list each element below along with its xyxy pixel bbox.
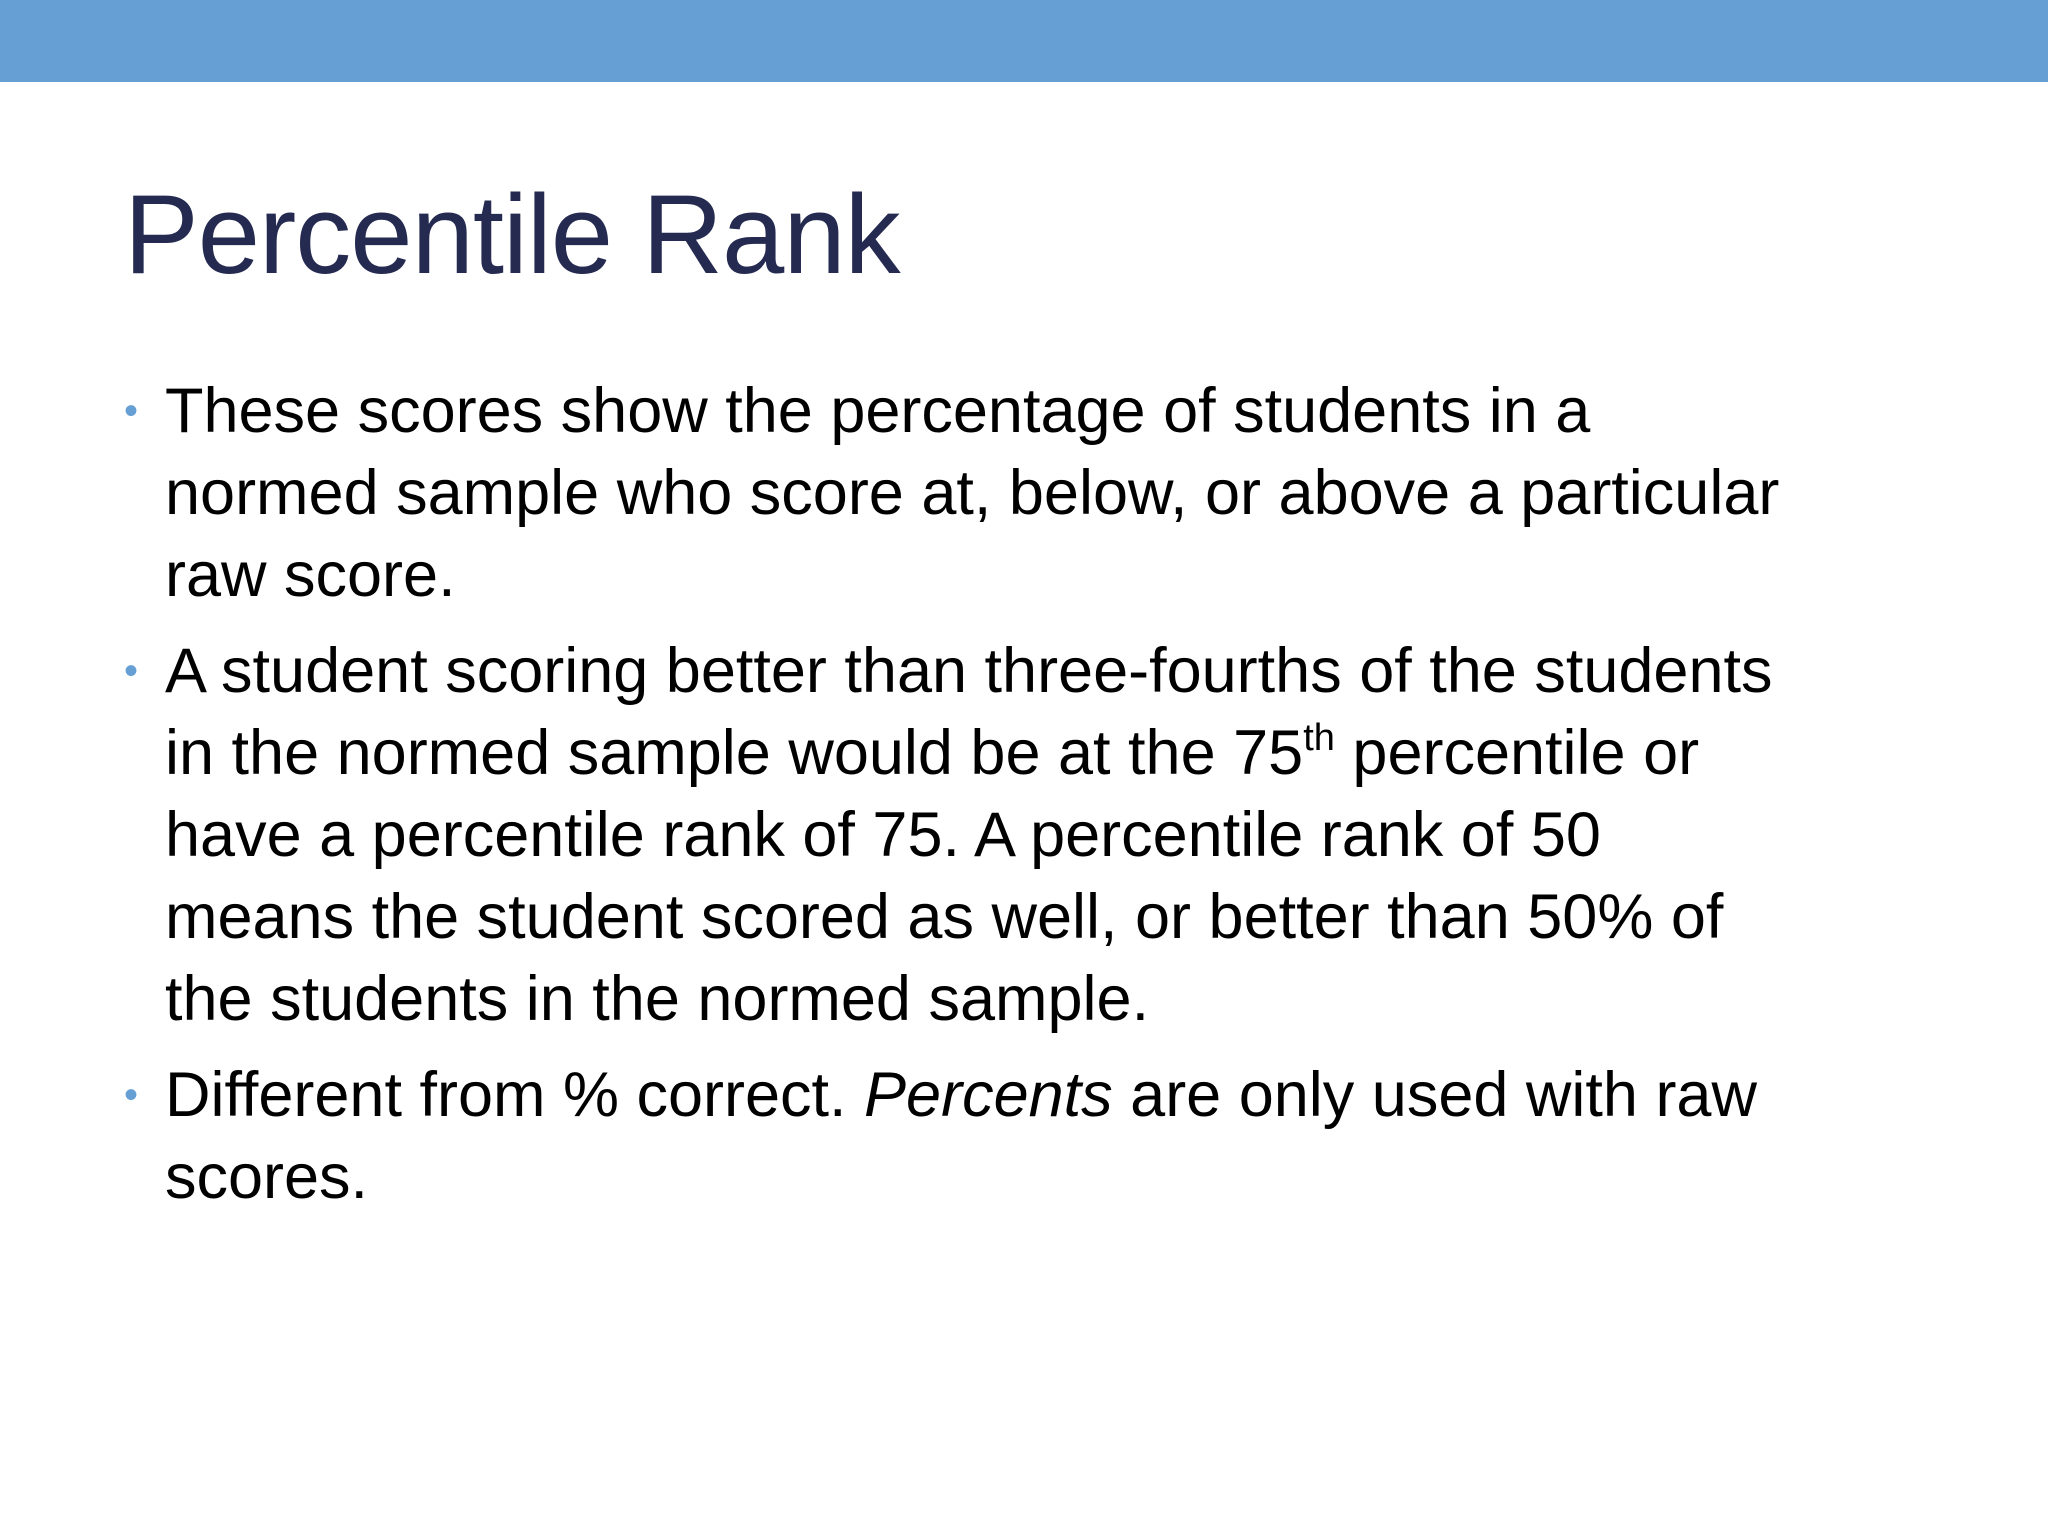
slide-title: Percentile Rank [124,172,900,297]
bullet-line: A student scoring better than three-fourths of the students [165,636,1773,706]
bullet-item [124,370,1944,616]
bullet-line [165,1054,1944,1136]
italic-term: Percents [864,1060,1113,1130]
bullet-line: scores. [165,1142,369,1212]
bullet-text [165,1054,1944,1218]
bullet-list [124,370,1944,1232]
bullet-line: These scores show the percentage of students in a [165,376,1591,446]
ordinal-suffix: th [1303,717,1335,759]
bullet-marker: • [124,389,139,433]
bullet-item [124,1054,1944,1218]
line-text: in the normed sample would be at the 75 [165,718,1304,788]
bullet-text [165,630,1944,1040]
line-text: Different from % correct. [165,1060,865,1130]
bullet-line: the students in the normed sample. [165,964,1150,1034]
bullet-marker: • [124,649,139,693]
bullet-line: means the student scored as well, or better than 50% of [165,882,1724,952]
bullet-line: have a percentile rank of 75. A percentile rank of 50 [165,800,1601,870]
bullet-line: normed sample who score at, below, or above a particular [165,458,1780,528]
line-text: are only used with raw [1112,1060,1757,1130]
line-text: percentile or [1334,718,1700,788]
bullet-line [165,712,1944,794]
bullet-marker: • [124,1073,139,1117]
bullet-item [124,630,1944,1040]
header-accent-bar [0,0,2048,82]
bullet-text [165,370,1944,616]
bullet-line: raw score. [165,540,456,610]
